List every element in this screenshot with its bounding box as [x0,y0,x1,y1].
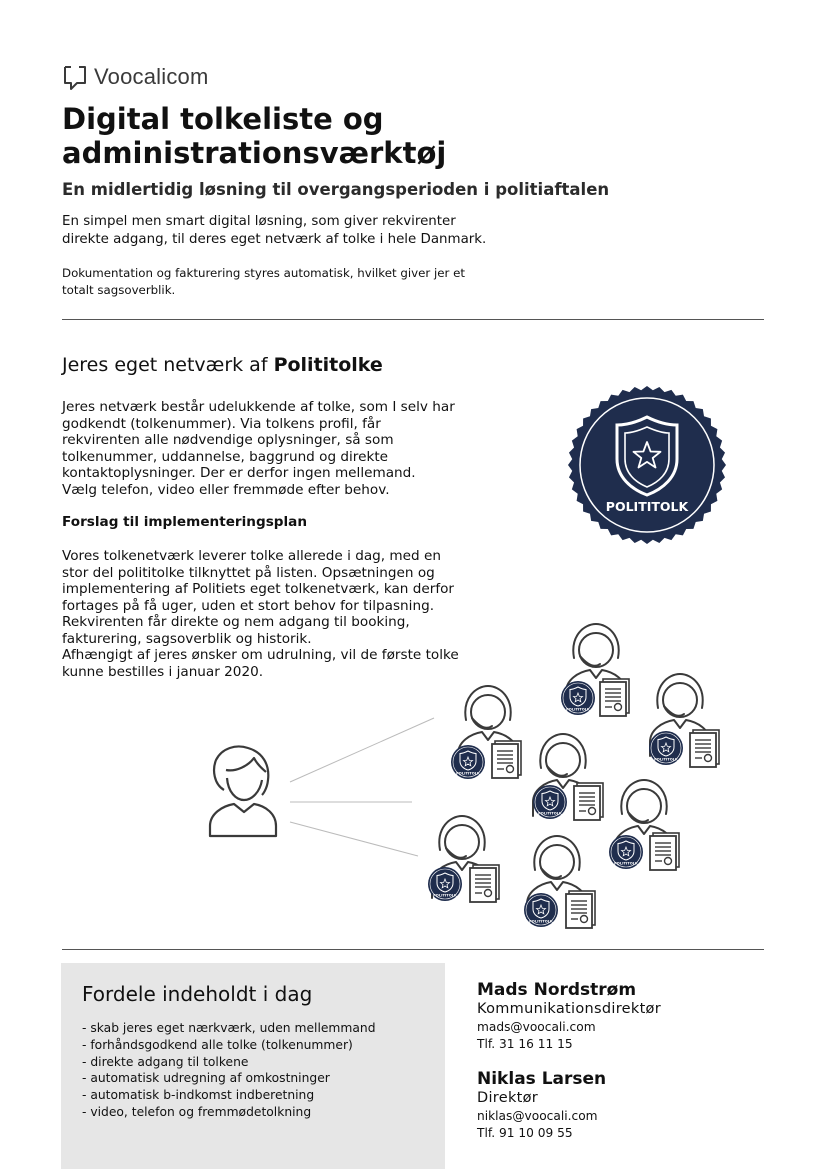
network-paragraph [62,399,542,498]
paragraph-line: Vælg telefon, video eller fremmøde efter behov. [62,481,390,498]
shield-star-icon [451,745,485,779]
divider [62,949,764,950]
certificate-document-icon [492,741,521,778]
divider [62,319,764,320]
speech-bubble-logo-icon [62,63,88,91]
contact-role: Kommunikationsdirektør [477,1001,661,1017]
badge-label: POLITITOLK [654,757,678,762]
badge-label: POLITITOLK [605,499,689,514]
contact-role: Direktør [477,1090,539,1106]
contact-name: Niklas Larsen [477,1069,607,1089]
contact-phone: Tlf. 91 10 09 55 [477,1126,573,1140]
certificate-document-icon [566,891,595,928]
paragraph-line: stor del polititolke tilknyttet på listen. Opsætningen og [62,564,435,581]
benefits-title: Fordele indeholdt i dag [82,982,313,1006]
paragraph-line: fakturering, sagsoverblik og historik. [62,630,312,647]
certificate-document-icon [600,679,629,716]
certificate-document-icon [650,833,679,870]
page-title-line: administrationsværktøj [62,136,447,170]
paragraph-line: Vores tolkenetværk leverer tolke allerede i dag, med en [62,548,441,564]
section-heading-bold: Polititolke [273,354,383,376]
plan-heading: Forslag til implementeringsplan [62,514,308,530]
list-item: - direkte adgang til tolkene [82,1054,249,1069]
polititolk-badge [567,385,727,545]
paragraph-line: tolkenummer, uddannelse, baggrund og direkte [62,448,389,465]
shield-star-icon [649,731,683,765]
list-item: - automatisk b-indkomst indberetning [82,1088,315,1103]
brand-logo [62,62,209,92]
badge-label: POLITITOLK [538,811,562,816]
section-heading [62,354,383,376]
paragraph-line: godkendt (tolkenummer). Via tolkens profil, får [62,415,381,432]
certificate-document-icon [470,865,499,902]
paragraph-line: Afhængigt af jeres ønsker om udrulning, vil de første tolke [62,647,459,663]
section-heading-prefix: Jeres eget netværk af [62,354,274,376]
contact-email[interactable]: niklas@voocali.com [477,1109,598,1123]
intro-line: direkte adgang, til deres eget netværk af tolke i hele Danmark. [62,232,487,247]
shield-star-icon [533,785,567,819]
intro-line: totalt sagsoverblik. [62,283,176,297]
paragraph-line: Rekvirenten får direkte og nem adgang til booking, [62,614,410,630]
page-subtitle: En midlertidig løsning til overgangsperioden i politiaftalen [62,180,610,199]
badge-label: POLITITOLK [566,707,590,712]
list-item: - forhåndsgodkend alle tolke (tolkenummer) [82,1037,353,1052]
shield-star-icon [428,867,462,901]
contact-phone: Tlf. 31 16 11 15 [477,1037,573,1051]
contact-email[interactable]: mads@voocali.com [477,1020,596,1034]
network-illustration [200,620,760,940]
page-title-line: Digital tolkeliste og [62,102,384,136]
paragraph-line: implementering af Politiets eget tolkenetværk, kan derfor [62,581,455,597]
certificate-document-icon [690,730,719,767]
paragraph-line: kontaktoplysninger. Der er derfor ingen mellemand. [62,465,416,481]
shield-star-icon [609,835,643,869]
intro-line: En simpel men smart digital løsning, som giver rekvirenter [62,214,456,229]
badge-label: POLITITOLK [529,919,553,924]
paragraph-line: fortages på få uger, uden et stort behov for tilpasning. [62,597,435,614]
intro-text-secondary [62,265,602,299]
badge-label: POLITITOLK [433,893,457,898]
paragraph-line: rekvirenten alle nødvendige oplysninger, så som [62,432,394,448]
benefits-list [82,1020,376,1121]
brand-name: Voocalicom [94,64,209,89]
paragraph-line: Jeres netværk består udelukkende af tolke, som I selv har [62,399,455,415]
paragraph-line: kunne bestilles i januar 2020. [62,663,264,680]
badge-label: POLITITOLK [614,861,638,866]
person-icon [210,747,276,837]
intro-text [62,213,602,249]
shield-star-icon [561,681,595,715]
list-item: - video, telefon og fremmødetolkning [82,1104,312,1119]
badge-label: POLITITOLK [456,771,480,776]
page-title [62,102,762,170]
intro-line: Dokumentation og fakturering styres automatisk, hvilket giver jer et [62,266,465,280]
list-item: - skab jeres eget nærkværk, uden mellemmand [82,1021,376,1035]
shield-star-icon [524,893,558,927]
list-item: - automatisk udregning af omkostninger [82,1071,330,1086]
contact-name: Mads Nordstrøm [477,980,637,1000]
certificate-document-icon [574,783,603,820]
